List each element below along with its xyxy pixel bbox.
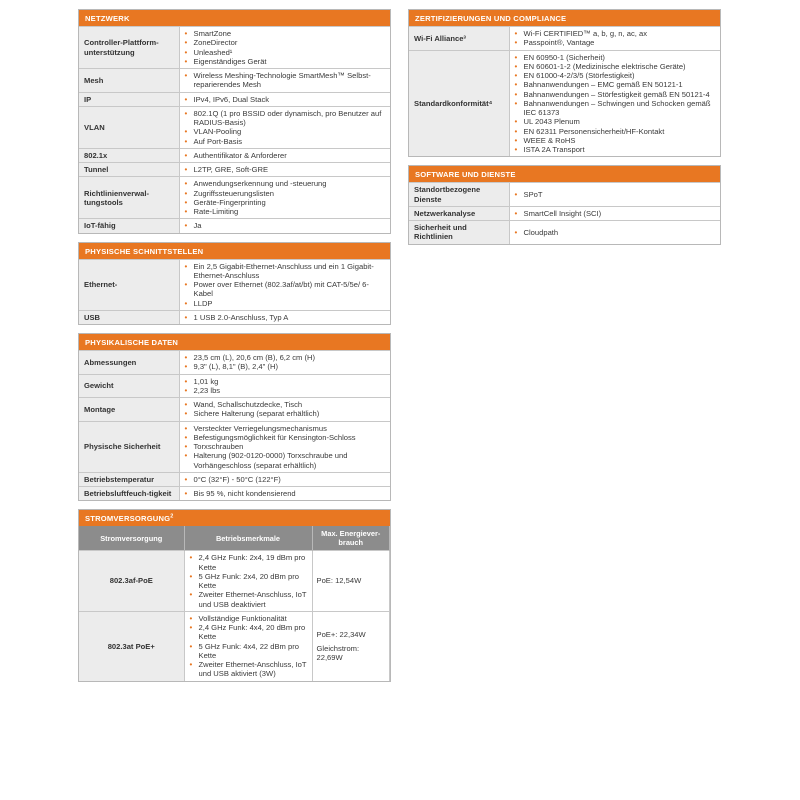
column-header: Stromversorgung — [79, 526, 184, 551]
value-list — [514, 29, 716, 48]
value-item: • Cloudpath — [514, 228, 716, 237]
row-label: Standortbezogene Dienste — [409, 183, 509, 207]
value-item: • Unleashed¹ — [184, 48, 386, 57]
value-item: • Bahnanwendungen – Störfestigkeit gemäß EN 50121-4 — [514, 90, 716, 99]
value-item: • SmartCell Insight (SCI) — [514, 209, 716, 218]
value-item: • VLAN-Pooling — [184, 127, 386, 136]
value-item: • IPv4, IPv6, Dual Stack — [184, 95, 386, 104]
section-title: PHYSIKALISCHE DATEN — [79, 333, 390, 350]
spec-table — [79, 350, 390, 500]
row-label: Physische Sicherheit — [79, 421, 179, 472]
value-item: • Befestigungsmöglichkeit für Kensington-Schloss — [184, 433, 386, 442]
value-item: • SPoT — [514, 190, 716, 199]
value-item: • ZoneDirector — [184, 38, 386, 47]
value-list — [184, 262, 386, 308]
column-header: Max. Energiever-brauch — [312, 526, 390, 551]
row-value — [179, 259, 390, 310]
row-value — [509, 50, 720, 156]
value-item: • Power over Ethernet (802.3af/at/bt) mit CAT-5/5e/ 6-Kabel — [184, 280, 386, 299]
row-label: Controller-Plattform-unterstützung — [79, 27, 179, 69]
spec-table — [409, 182, 720, 243]
value-item: • 2,23 lbs — [184, 386, 386, 395]
spec-row — [79, 421, 390, 472]
row-value — [179, 487, 390, 501]
spec-row — [409, 221, 720, 244]
section-physikalische-daten — [78, 333, 391, 501]
column-header: Betriebsmerkmale — [184, 526, 312, 551]
spec-table — [409, 26, 720, 156]
value-list — [184, 400, 386, 419]
value-item: • Vollständige Funktionalität — [189, 614, 307, 623]
value-item: • Anwendungserkennung und -steuerung — [184, 179, 386, 188]
spec-row — [79, 487, 390, 501]
value-item: • LLDP — [184, 299, 386, 308]
spec-row — [409, 27, 720, 51]
value-item: • 5 GHz Funk: 2x4, 20 dBm pro Kette — [189, 572, 307, 591]
power-row — [79, 551, 390, 612]
section-title: ZERTIFIZIERUNGEN UND COMPLIANCE — [409, 9, 720, 26]
section-title: NETZWERK — [79, 9, 390, 26]
value-item: • Zweiter Ethernet-Anschluss, IoT und USB aktiviert (3W) — [189, 660, 307, 679]
value-list — [184, 151, 386, 160]
value-item: • 1,01 kg — [184, 377, 386, 386]
value-item: • 802.1Q (1 pro BSSID oder dynamisch, pro Benutzer auf RADIUS-Basis) — [184, 109, 386, 128]
consumption-value: PoE+: 22,34W — [316, 629, 366, 639]
value-item: • Geräte-Fingerprinting — [184, 198, 386, 207]
value-list — [184, 95, 386, 104]
row-value — [179, 219, 390, 233]
value-item: • Wireless Meshing-Technologie SmartMesh™ Selbst-reparierendes Mesh — [184, 71, 386, 90]
row-label: IoT-fähig — [79, 219, 179, 233]
value-item: • Authentifikator & Anforderer — [184, 151, 386, 160]
value-item: • Torxschrauben — [184, 442, 386, 451]
value-item: • Rate-Limiting — [184, 207, 386, 216]
value-list — [184, 165, 386, 174]
row-value — [509, 27, 720, 51]
value-item: • Ja — [184, 221, 386, 230]
value-list — [184, 475, 386, 484]
spec-table — [79, 26, 390, 233]
value-list — [184, 109, 386, 146]
value-list — [189, 553, 307, 609]
section-title: SOFTWARE UND DIENSTE — [409, 165, 720, 182]
value-item: • Zugriffssteuerungslisten — [184, 189, 386, 198]
spec-row — [79, 398, 390, 422]
row-label: Tunnel — [79, 163, 179, 177]
spec-row — [79, 148, 390, 162]
row-label: Netzwerkanalyse — [409, 206, 509, 220]
row-label: Mesh — [79, 69, 179, 93]
spec-row — [79, 259, 390, 310]
spec-row — [79, 69, 390, 93]
value-item: • Eigenständiges Gerät — [184, 57, 386, 66]
value-list — [184, 377, 386, 396]
value-item: • SmartZone — [184, 29, 386, 38]
spec-table — [79, 259, 390, 325]
row-label: Sicherheit und Richtlinien — [409, 221, 509, 244]
row-label: VLAN — [79, 106, 179, 148]
consumption-value: PoE: 12,54W — [316, 576, 362, 586]
row-value — [179, 148, 390, 162]
value-item: • ISTA 2A Transport — [514, 145, 716, 154]
value-item: • Wand, Schallschutzdecke, Tisch — [184, 400, 386, 409]
value-list — [514, 53, 716, 155]
row-value — [509, 206, 720, 220]
value-item: • Halterung (902-0120-0000) Torxschraube und Vorhängeschloss (separat erhältlich) — [184, 451, 386, 470]
power-type: 802.3at PoE+ — [79, 611, 184, 680]
value-item: • Sichere Halterung (separat erhältlich) — [184, 409, 386, 418]
section-title: PHYSISCHE SCHNITTSTELLEN — [79, 242, 390, 259]
value-item: • Bahnanwendungen – Schwingen und Schocken gemäß IEC 61373 — [514, 99, 716, 118]
value-item: • Versteckter Verriegelungsmechanismus — [184, 424, 386, 433]
row-value — [179, 92, 390, 106]
power-features — [184, 551, 312, 612]
row-label: 802.1x — [79, 148, 179, 162]
value-list — [514, 190, 716, 199]
row-value — [509, 183, 720, 207]
row-value — [179, 177, 390, 219]
value-list — [514, 209, 716, 218]
value-list — [184, 179, 386, 216]
section-stromversorgung — [78, 509, 391, 681]
value-list — [514, 228, 716, 237]
row-value — [179, 421, 390, 472]
right-column — [408, 0, 721, 245]
spec-row — [409, 183, 720, 207]
value-item: • Bahnanwendungen – EMC gemäß EN 50121-1 — [514, 80, 716, 89]
row-label: Gewicht — [79, 374, 179, 398]
value-item: • Wi-Fi CERTIFIED™ a, b, g, n, ac, ax — [514, 29, 716, 38]
section-physische-schnittstellen — [78, 242, 391, 326]
power-consumption — [312, 551, 390, 612]
value-item: • Bis 95 %, nicht kondensierend — [184, 489, 386, 498]
value-item: • Zweiter Ethernet-Anschluss, IoT und USB deaktiviert — [189, 590, 307, 609]
spec-row — [79, 163, 390, 177]
value-list — [184, 71, 386, 90]
row-value — [509, 221, 720, 244]
row-label: Ethernet- — [79, 259, 179, 310]
section-title — [79, 509, 390, 526]
value-item: • 1 USB 2.0-Anschluss, Typ A — [184, 313, 386, 322]
value-item: • 9,3" (L), 8,1" (B), 2,4" (H) — [184, 362, 386, 371]
row-label: Montage — [79, 398, 179, 422]
row-value — [179, 472, 390, 486]
power-features — [184, 611, 312, 680]
value-item: • EN 60601-1-2 (Medizinische elektrische Geräte) — [514, 62, 716, 71]
value-item: • EN 62311 Personensicherheit/HF-Kontakt — [514, 127, 716, 136]
value-item: • Ein 2,5 Gigabit-Ethernet-Anschluss und ein 1 Gigabit-Ethernet-Anschluss — [184, 262, 386, 281]
row-value — [179, 351, 390, 375]
row-label: Wi-Fi Alliance³ — [409, 27, 509, 51]
spec-row — [79, 27, 390, 69]
power-consumption — [312, 611, 390, 680]
spec-row — [409, 206, 720, 220]
section-software — [408, 165, 721, 244]
section-netzwerk — [78, 9, 391, 234]
spec-row — [79, 351, 390, 375]
row-label: USB — [79, 310, 179, 324]
spec-row — [409, 50, 720, 156]
row-value — [179, 69, 390, 93]
value-item: • Auf Port-Basis — [184, 137, 386, 146]
row-label: Standardkonformität⁴ — [409, 50, 509, 156]
row-value — [179, 310, 390, 324]
consumption-value: Gleichstrom: 22,69W — [316, 644, 360, 663]
power-table-header — [79, 526, 390, 551]
spec-row — [79, 374, 390, 398]
spec-row — [79, 92, 390, 106]
row-value — [179, 27, 390, 69]
value-item: • EN 61000-4-2/3/5 (Störfestigkeit) — [514, 71, 716, 80]
value-item: • UL 2043 Plenum — [514, 117, 716, 126]
value-item: • EN 60950-1 (Sicherheit) — [514, 53, 716, 62]
power-type: 802.3af-PoE — [79, 551, 184, 612]
value-list — [184, 313, 386, 322]
footnote-marker: 2 — [170, 513, 174, 520]
spec-row — [79, 219, 390, 233]
value-item: • 2,4 GHz Funk: 2x4, 19 dBm pro Kette — [189, 553, 307, 572]
row-label: Betriebsluftfeuch-tigkeit — [79, 487, 179, 501]
value-item: • 0°C (32°F) - 50°C (122°F) — [184, 475, 386, 484]
value-list — [184, 353, 386, 372]
section-title-text: STROMVERSORGUNG — [85, 514, 171, 524]
value-list — [184, 424, 386, 470]
row-value — [179, 398, 390, 422]
power-table — [79, 526, 390, 680]
row-value — [179, 163, 390, 177]
power-row — [79, 611, 390, 680]
value-list — [184, 221, 386, 230]
row-value — [179, 106, 390, 148]
row-label: Betriebstemperatur — [79, 472, 179, 486]
spec-row — [79, 472, 390, 486]
row-label: Abmessungen — [79, 351, 179, 375]
spec-row — [79, 177, 390, 219]
left-column — [78, 0, 391, 682]
value-item: • 5 GHz Funk: 4x4, 22 dBm pro Kette — [189, 642, 307, 661]
row-value — [179, 374, 390, 398]
value-list — [184, 29, 386, 66]
spec-row — [79, 106, 390, 148]
value-item: • WEEE & RoHS — [514, 136, 716, 145]
spec-row — [79, 310, 390, 324]
value-item: • 23,5 cm (L), 20,6 cm (B), 6,2 cm (H) — [184, 353, 386, 362]
value-item: • L2TP, GRE, Soft-GRE — [184, 165, 386, 174]
row-label: IP — [79, 92, 179, 106]
value-list — [184, 489, 386, 498]
section-zertifizierungen — [408, 9, 721, 157]
value-item: • Passpoint®, Vantage — [514, 38, 716, 47]
value-list — [189, 614, 307, 679]
value-item: • 2,4 GHz Funk: 4x4, 20 dBm pro Kette — [189, 623, 307, 642]
row-label: Richtlinienverwal-tungstools — [79, 177, 179, 219]
